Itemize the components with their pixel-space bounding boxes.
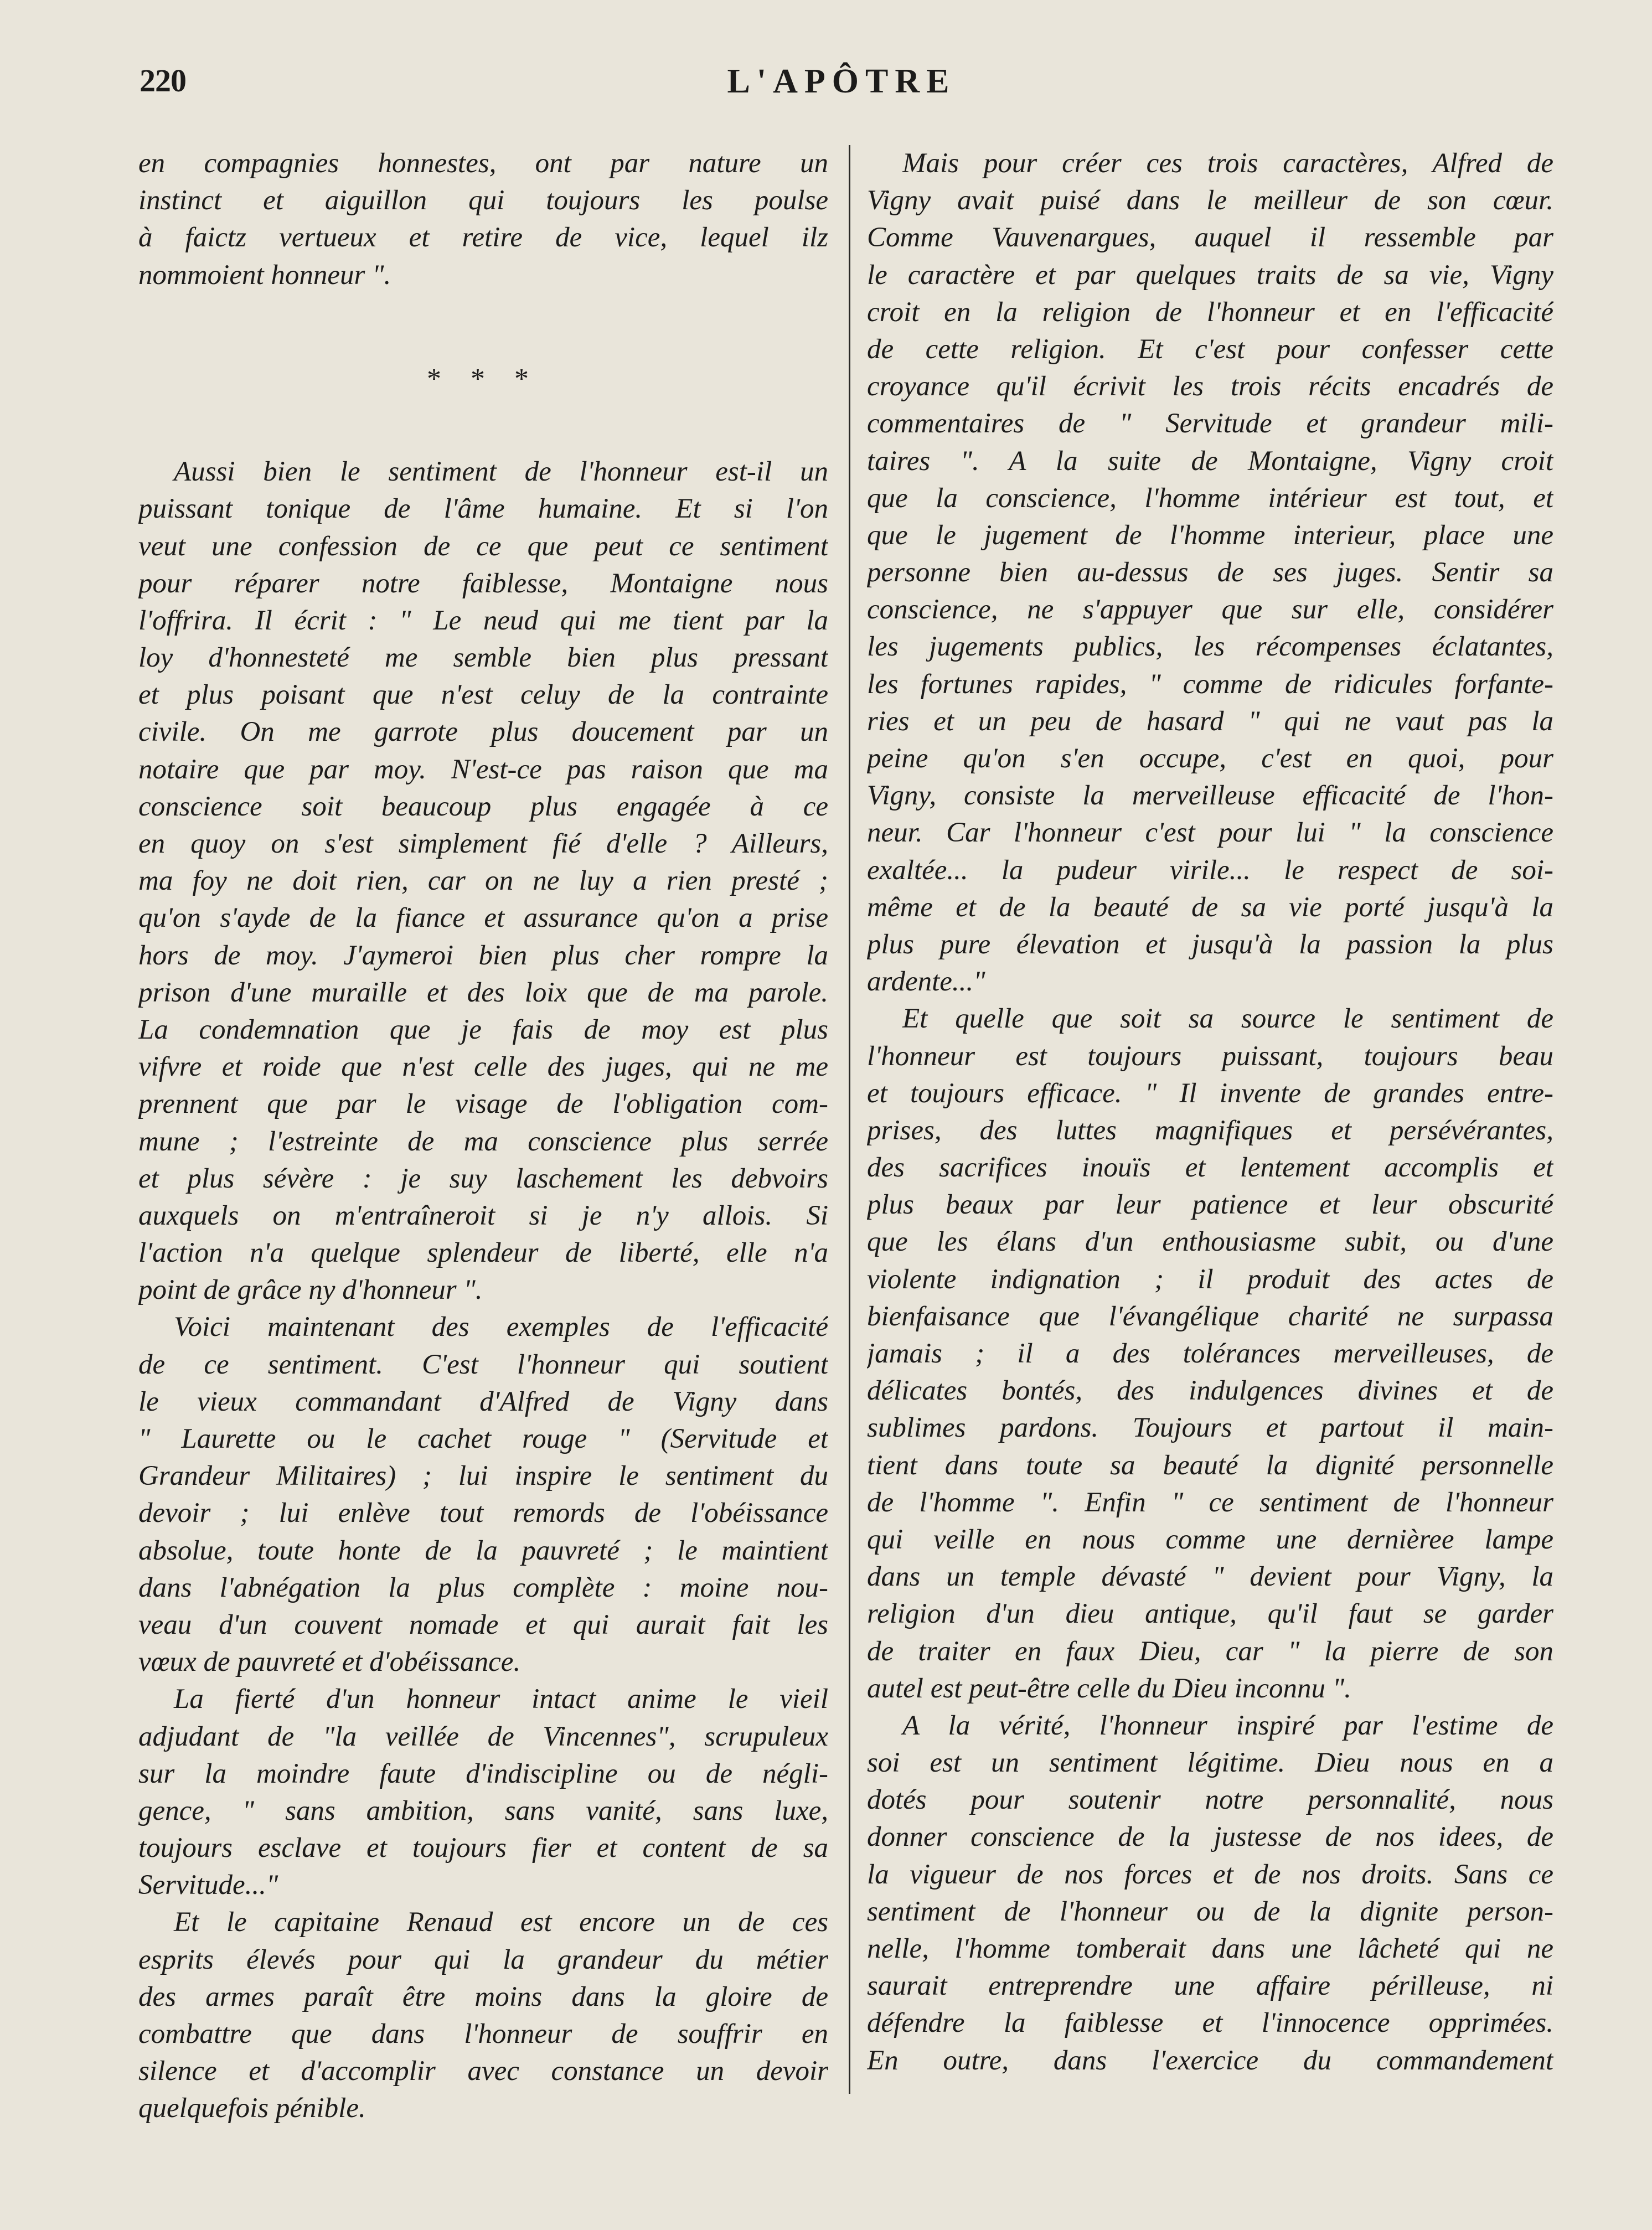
text-line: La condemnation que je fais de moy est plus [138,1014,828,1045]
text-line: Vigny avait puisé dans le meilleur de son cœur. [867,185,1553,216]
text-line: ma foy ne doit rien, car on ne luy a rien presté ; [138,865,828,897]
text-line: la vigueur de nos forces et de nos droits. Sans ce [867,1859,1553,1890]
text-line: de traiter en faux Dieu, car " la pierre de son [867,1635,1553,1667]
text-line: conscience, ne s'appuyer que sur elle, considérer [867,594,1553,626]
page-header [0,62,1652,106]
text-line: des sacrifices inouïs et lentement accomplis et [867,1152,1553,1184]
text-line: et plus poisant que n'est celuy de la contrainte [138,679,828,711]
blank-line [138,416,828,453]
text-line: veut une confession de ce que peut ce sentiment [138,530,828,562]
text-line: sublimes pardons. Toujours et partout il main- [867,1412,1553,1444]
text-line: prennent que par le visage de l'obligation com- [138,1088,828,1120]
text-line: silence et d'accomplir avec constance un devoir [138,2056,828,2087]
text-line: soi est un sentiment légitime. Dieu nous en a [867,1747,1553,1779]
text-line: point de grâce ny d'honneur ". [138,1274,483,1306]
text-line: notaire que par moy. N'est-ce pas raison que ma [138,753,828,785]
text-line: pour réparer notre faiblesse, Montaigne nous [138,567,828,599]
text-line: bienfaisance que l'évangélique charité ne surpassa [867,1300,1553,1332]
paragraph-first-line: La fierté d'un honneur intact anime le vieil [174,1684,828,1715]
text-line: commentaires de " Servitude et grandeur mili- [867,408,1553,440]
text-line: puissant tonique de l'âme humaine. Et si l'on [138,493,828,525]
text-line: dotés pour soutenir notre personnalité, nous [867,1784,1553,1816]
text-line: instinct et aiguillon qui toujours les poulse [138,185,828,216]
text-line: en compagnies honnestes, ont par nature un [138,148,828,179]
text-line: personne bien au-dessus de ses juges. Sentir sa [867,557,1553,589]
left-column [138,145,828,2128]
paragraph-first-line: Voici maintenant des exemples de l'efficacité [174,1312,828,1343]
text-line: sur la moindre faute d'indiscipline ou de négli- [138,1758,828,1789]
text-line: Grandeur Militaires) ; lui inspire le sentiment du [138,1460,828,1492]
text-line: l'action n'a quelque splendeur de liberté, elle n'a [138,1237,828,1269]
text-line: que le jugement de l'homme interieur, place une [867,519,1553,551]
text-line: et plus sévère : je suy laschement les debvoirs [138,1163,828,1194]
text-line: prises, des luttes magnifiques et persévérantes, [867,1114,1553,1146]
text-line: En outre, dans l'exercice du commandement [867,2045,1553,2076]
text-line: ardente..." [867,966,985,998]
right-column [867,145,1553,2079]
text-line: plus pure élevation et jusqu'à la passion la plus [867,928,1553,960]
text-line: à faictz vertueux et retire de vice, lequel ilz [138,222,828,254]
text-line: saurait entreprendre une affaire périlleuse, ni [867,1970,1553,2002]
text-line: en quoy on s'est simplement fié d'elle ? Ailleurs, [138,828,828,859]
text-line: civile. On me garrote plus doucement par un [138,716,828,748]
blank-line [138,294,828,331]
text-line: gence, " sans ambition, sans vanité, sans luxe, [138,1795,828,1826]
text-line: jamais ; il a des tolérances merveilleuses, de [867,1338,1553,1369]
text-line: et toujours efficace. " Il invente de grandes entre- [867,1077,1553,1109]
text-line: " Laurette ou le cachet rouge " (Servitude et [138,1423,828,1454]
text-line: violente indignation ; il produit des actes de [867,1263,1553,1295]
text-line: absolue, toute honte de la pauvreté ; le maintient [138,1535,828,1566]
text-line: Comme Vauvenargues, auquel il ressemble par [867,222,1553,254]
text-line: mune ; l'estreinte de ma conscience plus serrée [138,1126,828,1157]
text-line: sentiment de l'honneur ou de la dignite person- [867,1896,1553,1927]
text-line: hors de moy. J'aymeroi bien plus cher rompre la [138,940,828,971]
text-line: Servitude..." [138,1870,278,1901]
paragraph-first-line: Et le capitaine Renaud est encore un de ces [174,1907,828,1938]
text-line: plus beaux par leur patience et leur obscurité [867,1189,1553,1221]
paragraph-first-line: Et quelle que soit sa source le sentiment de [902,1003,1553,1035]
text-line: combattre que dans l'honneur de souffrir en [138,2019,828,2050]
text-line: neur. Car l'honneur c'est pour lui " la conscience [867,817,1553,849]
text-line: l'honneur est toujours puissant, toujours beau [867,1040,1553,1072]
text-line: de cette religion. Et c'est pour confesser cette [867,333,1553,365]
text-line: quelquefois pénible. [138,2093,366,2124]
text-line: de l'homme ". Enfin " ce sentiment de l'honneur [867,1486,1553,1518]
text-line: tient dans toute sa beauté la dignité personnelle [867,1449,1553,1481]
text-line: les jugements publics, les récompenses éclatantes, [867,631,1553,663]
text-line: devoir ; lui enlève tout remords de l'obéissance [138,1498,828,1529]
text-line: qui veille en nous comme une dernièree lampe [867,1524,1553,1555]
text-line: l'offrira. Il écrit : " Le neud qui me tient par la [138,605,828,636]
text-line: donner conscience de la justesse de nos idees, de [867,1821,1553,1853]
text-line: toujours esclave et toujours fier et content de sa [138,1832,828,1864]
text-line: vifvre et roide que n'est celle des juges, qui ne me [138,1051,828,1083]
text-line: dans un temple dévasté " devient pour Vigny, la [867,1561,1553,1593]
text-line: religion d'un dieu antique, qu'il faut se garder [867,1598,1553,1630]
paragraph-first-line: A la vérité, l'honneur inspiré par l'estime de [902,1710,1553,1741]
text-line: taires ". A la suite de Montaigne, Vigny croit [867,445,1553,477]
text-line: auxquels on m'entraîneroit si je n'y allois. Si [138,1200,828,1231]
text-line: veau d'un couvent nomade et qui aurait fait les [138,1609,828,1640]
text-line: prison d'une muraille et des loix que de ma parole. [138,977,828,1008]
text-line: des armes paraît être moins dans la gloire de [138,1981,828,2012]
paragraph-first-line: Mais pour créer ces trois caractères, Alfred de [902,148,1553,179]
text-line: qu'on s'ayde de la fiance et assurance qu'on a prise [138,902,828,934]
text-line: que les élans d'un enthousiasme subit, ou d'une [867,1226,1553,1258]
text-line: conscience soit beaucoup plus engagée à ce [138,791,828,822]
text-line: adjudant de "la veillée de Vincennes", scrupuleux [138,1721,828,1752]
text-line: nelle, l'homme tomberait dans une lâcheté qui ne [867,1933,1553,1964]
paragraph-first-line: Aussi bien le sentiment de l'honneur est-il un [174,456,828,488]
text-line: exaltée... la pudeur virile... le respect de soi- [867,854,1553,886]
text-line: esprits élevés pour qui la grandeur du métier [138,1944,828,1975]
text-line: dans l'abnégation la plus complète : moine nou- [138,1572,828,1603]
text-line: de ce sentiment. C'est l'honneur qui soutient [138,1349,828,1380]
text-line: le caractère et par quelques traits de sa vie, Vigny [867,259,1553,291]
text-line: Vigny, consiste la merveilleuse efficacité de l'hon- [867,780,1553,812]
column-divider [849,145,850,2094]
text-line: croit en la religion de l'honneur et en l'efficacité [867,296,1553,328]
text-line: que la conscience, l'homme intérieur est tout, et [867,482,1553,514]
page-number: 220 [140,63,186,99]
text-line: peine qu'on s'en occupe, c'est en quoi, pour [867,743,1553,774]
text-line: délicates bontés, des indulgences divines et de [867,1375,1553,1407]
text-line: vœux de pauvreté et d'obéissance. [138,1646,521,1678]
text-line: même et de la beauté de sa vie porté jusqu'à la [867,891,1553,923]
running-title: L'APÔTRE [727,63,956,100]
text-line: nommoient honneur ". [138,259,391,291]
section-break: * * * [427,363,540,395]
text-line: croyance qu'il écrivit les trois récits encadrés de [867,371,1553,402]
text-line: défendre la faiblesse et l'innocence opprimées. [867,2007,1553,2039]
text-line: autel est peut-être celle du Dieu inconnu ". [867,1672,1351,1704]
text-line: le vieux commandant d'Alfred de Vigny dans [138,1386,828,1417]
text-line: loy d'honnesteté me semble bien plus pressant [138,642,828,674]
text-line: les fortunes rapides, " comme de ridicules forfante- [867,668,1553,700]
text-line: ries et un peu de hasard " qui ne vaut pas la [867,705,1553,737]
